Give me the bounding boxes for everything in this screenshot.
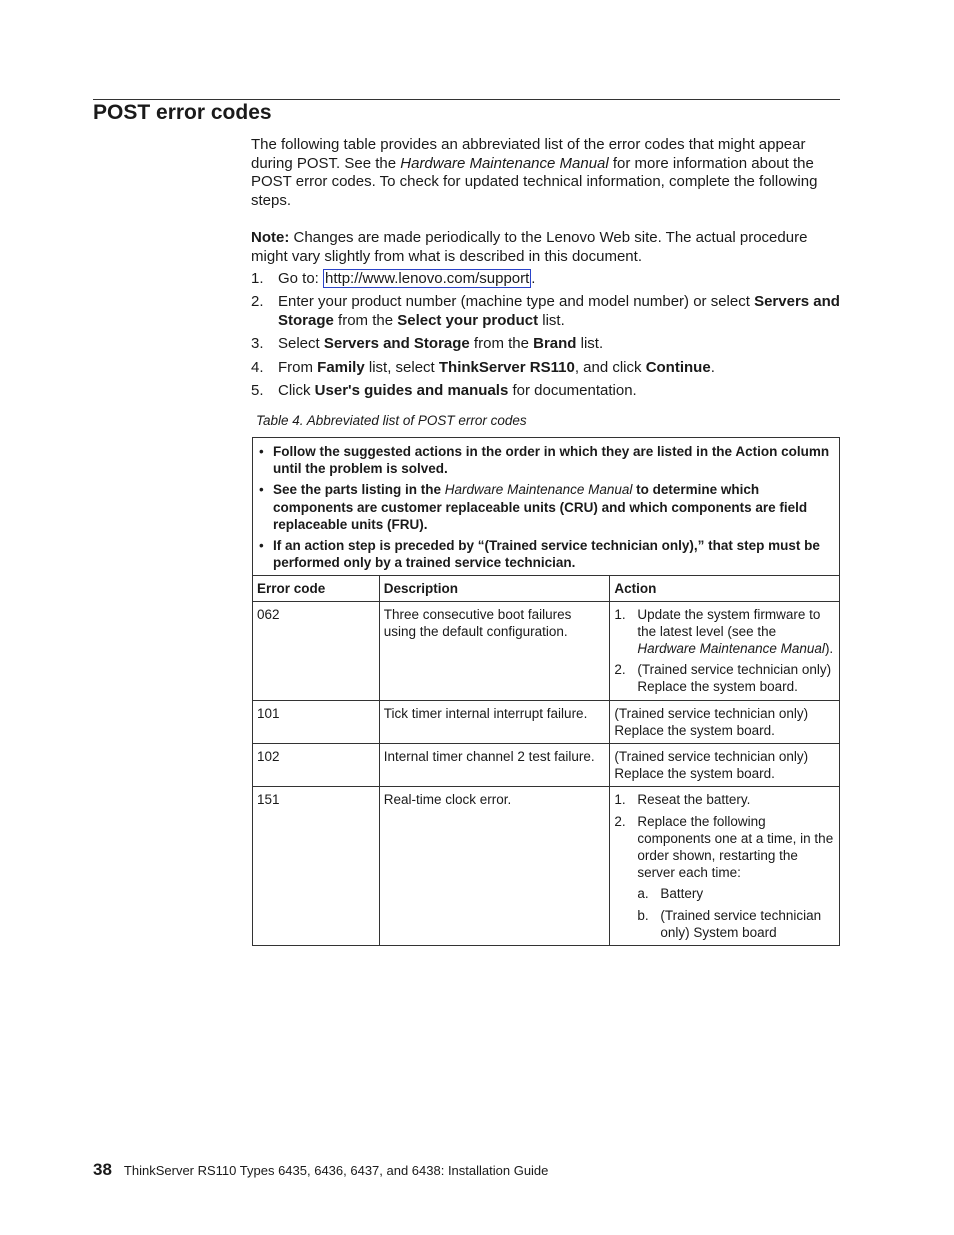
- list-item: 5. Click User's guides and manuals for documentation.: [251, 381, 637, 399]
- list-item: • See the parts listing in the Hardware Maintenance Manual to determine which components are customer replaceable units (CRU) and which components are field replaceable units (FRU).: [259, 482, 808, 532]
- table-row: [253, 744, 840, 787]
- note-paragraph: Note: Changes are made periodically to the Lenovo Web site. The actual procedure might vary slightly from what is described in this document.: [251, 228, 808, 265]
- list-item: 1. Reseat the battery.: [614, 792, 751, 808]
- list-item: • If an action step is preceded by “(Trained service technician only),” that step must be performed only by a trained service technician.: [259, 538, 820, 571]
- error-code-cell: 151: [253, 787, 380, 946]
- footer-title: ThinkServer RS110 Types 6435, 6436, 6437, and 6438: Installation Guide: [123, 1163, 549, 1178]
- table-notes: [253, 438, 840, 576]
- error-code-cell: 101: [253, 700, 380, 743]
- col-header-error-code: Error code: [253, 576, 380, 601]
- steps-list: [251, 270, 843, 400]
- table-row: [253, 787, 840, 946]
- col-header-action: Action: [610, 576, 840, 601]
- list-item: 2. Replace the following components one at a time, in the order shown, restarting the server each time: a. Battery b. (Trained service technician only) System board: [614, 813, 834, 940]
- error-code-cell: 102: [253, 744, 380, 787]
- list-item: 1. Go to: http://www.lenovo.com/support .: [251, 270, 536, 288]
- description-cell: Tick timer internal interrupt failure.: [379, 700, 610, 743]
- list-item: 2. (Trained service technician only) Replace the system board.: [614, 662, 832, 695]
- table-notes-row: [253, 438, 840, 576]
- description-cell: Internal timer channel 2 test failure.: [379, 744, 610, 787]
- list-item: b. (Trained service technician only) System board: [637, 907, 822, 940]
- lenovo-support-link[interactable]: http://www.lenovo.com/support: [325, 270, 530, 288]
- top-rule: [93, 99, 840, 100]
- list-item: 1. Update the system firmware to the latest level (see the Hardware Maintenance Manual).: [614, 606, 834, 657]
- page-title: POST error codes: [93, 101, 272, 124]
- list-item: 3. Select Servers and Storage from the Brand list.: [251, 335, 604, 353]
- table-row: [253, 601, 840, 700]
- note-label: Note:: [251, 228, 290, 246]
- list-item: • Follow the suggested actions in the order in which they are listed in the Action column until the problem is solved.: [259, 444, 830, 477]
- description-cell: Three consecutive boot failures using the default configuration.: [379, 601, 610, 700]
- col-header-description: Description: [379, 576, 610, 601]
- list-item: 2. Enter your product number (machine type and model number) or select Servers and Storage from the Select your product list.: [251, 293, 840, 330]
- manual-title: Hardware Maintenance Manual: [400, 154, 609, 172]
- post-error-table: [252, 437, 840, 946]
- error-code-cell: 062: [253, 601, 380, 700]
- description-cell: Real-time clock error.: [379, 787, 610, 946]
- page-number: 38: [93, 1160, 112, 1179]
- action-cell: [610, 601, 840, 700]
- body-text: [251, 136, 843, 405]
- table-row: [253, 700, 840, 743]
- intro-paragraph: The following table provides an abbreviated list of the error codes that might appear during POST. See the Hardware Maintenance Manual for more information about the POST error codes. To check for updated technical information, complete the following steps.: [251, 136, 818, 210]
- action-cell: (Trained service technician only) Replace the system board.: [610, 744, 840, 787]
- action-cell: (Trained service technician only) Replace the system board.: [610, 700, 840, 743]
- action-cell: [610, 787, 840, 946]
- list-item: a. Battery: [637, 886, 704, 902]
- table-caption: Table 4. Abbreviated list of POST error codes: [256, 413, 527, 428]
- list-item: 4. From Family list, select ThinkServer RS110, and click Continue.: [251, 358, 715, 376]
- page-footer: [93, 1160, 548, 1180]
- table-header-row: [253, 576, 840, 601]
